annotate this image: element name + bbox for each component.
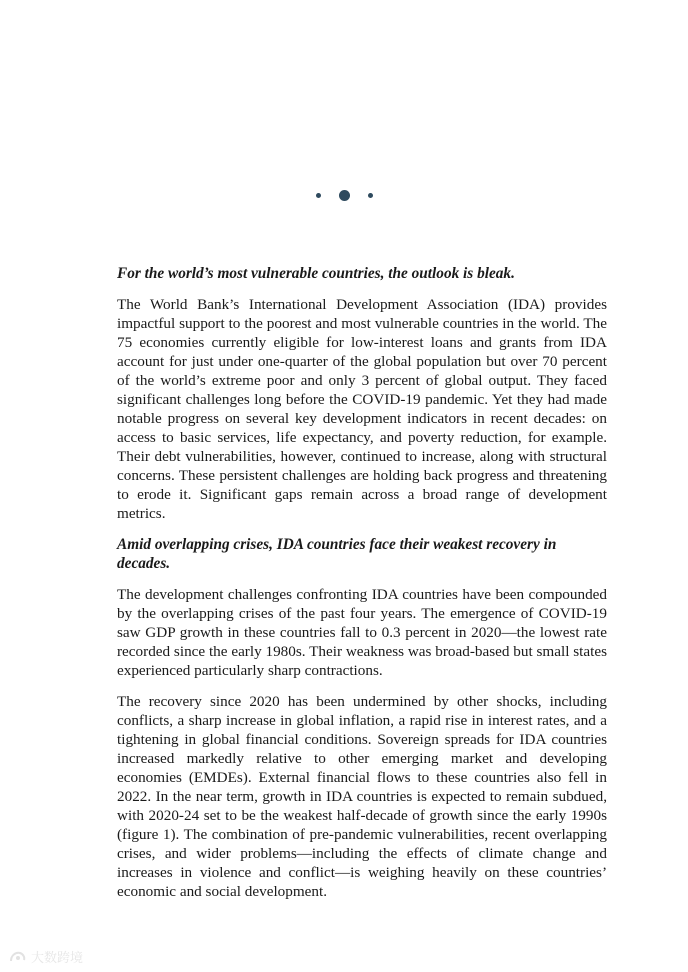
watermark-logo-icon <box>8 950 28 964</box>
document-body <box>117 264 607 913</box>
section-heading: For the world’s most vulnerable countries, the outlook is bleak. <box>117 265 515 282</box>
section-heading: Amid overlapping crises, IDA countries face their weakest recovery in decades. <box>117 536 557 572</box>
watermark <box>8 947 83 966</box>
divider-dot-icon <box>316 193 321 198</box>
body-paragraph: The development challenges confronting IDA countries have been compounded by the overlapping crises of the past four years. The emergence of COVID-19 saw GDP growth in these countries fall to 0.3 percent in 2020—the lowest rate recorded since the early 1980s. Their weakness was broad-based but small states experienced particularly sharp contractions. <box>117 586 607 679</box>
divider-dot-icon <box>339 190 350 201</box>
divider-dot-icon <box>368 193 373 198</box>
body-paragraph: The recovery since 2020 has been undermined by other shocks, including conflicts, a sharp increase in global inflation, a rapid rise in interest rates, and a tightening in global financial conditions. Sovereign spreads for IDA countries increased markedly relative to other emerging market and developing economies (EMDEs). External financial flows to these countries also fell in 2022. In the near term, growth in IDA countries is expected to remain subdued, with 2020-24 set to be the weakest half-decade of growth since the early 1990s (figure 1). The combination of pre-pandemic vulnerabilities, recent overlapping crises, and wider problems—including the effects of climate change and increases in violence and conflict—is weighing heavily on these countries’ economic and social development. <box>117 693 607 900</box>
body-paragraph: The World Bank’s International Development Association (IDA) provides impactful support to the poorest and most vulnerable countries in the world. The 75 economies currently eligible for low-interest loans and grants from IDA account for just under one-quarter of the global population but over 70 percent of the world’s extreme poor and only 3 percent of global output. They faced significant challenges long before the COVID-19 pandemic. Yet they had made notable progress on several key development indicators in recent decades: on access to basic services, life expectancy, and poverty reduction, for example. Their debt vulnerabilities, however, continued to increase, along with structural concerns. These persistent challenges are holding back progress and threatening to erode it. Significant gaps remain across a broad range of development metrics. <box>117 296 607 522</box>
section-divider <box>0 186 688 204</box>
watermark-text: 大数跨境 <box>31 951 84 966</box>
